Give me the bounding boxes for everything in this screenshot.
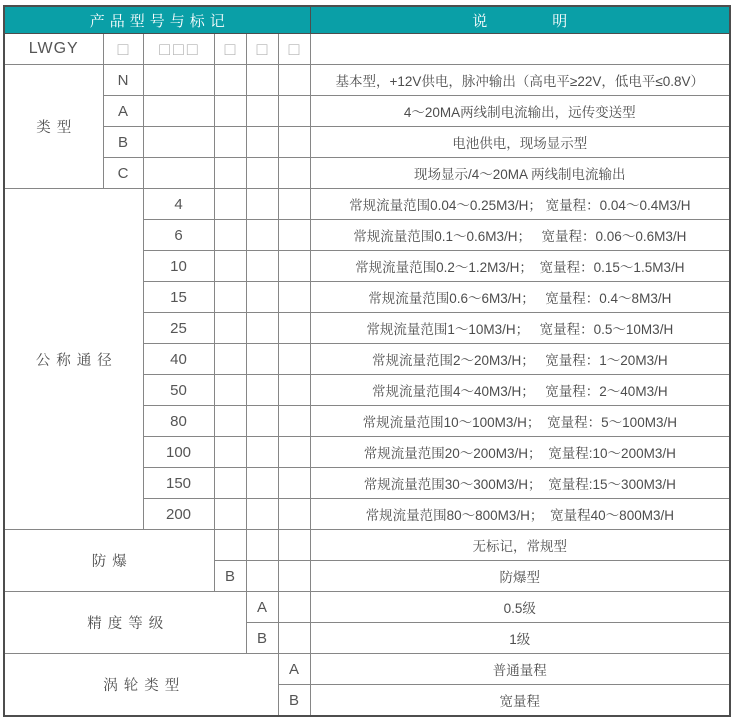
type-code: N (103, 65, 143, 96)
diameter-code: 50 (143, 375, 214, 406)
empty-cell (278, 375, 310, 406)
diameter-desc: 常规流量范围80～800M3/H； 宽量程40～800M3/H (310, 499, 730, 530)
accuracy-desc: 0.5级 (310, 592, 730, 623)
empty-cell (246, 65, 278, 96)
empty-cell (214, 468, 246, 499)
empty-cell (278, 561, 310, 592)
type-code: A (103, 96, 143, 127)
empty-cell (214, 189, 246, 220)
table-row-turbine-a (4, 654, 730, 685)
turbine-desc: 宽量程 (310, 685, 730, 717)
empty-cell (214, 344, 246, 375)
empty-cell (214, 437, 246, 468)
empty-cell (246, 158, 278, 189)
type-desc: 基本型，+12V供电，脉冲输出（高电平≥22V，低电平≤0.8V） (310, 65, 730, 96)
table-row-type-c (4, 158, 730, 189)
checkbox-placeholder-icon: □ (278, 34, 310, 65)
empty-cell (214, 158, 246, 189)
empty-cell (278, 251, 310, 282)
diameter-code: 4 (143, 189, 214, 220)
empty-cell (278, 623, 310, 654)
empty-cell (278, 189, 310, 220)
explosion-code (214, 530, 246, 561)
diameter-desc: 常规流量范围0.6～6M3/H； 宽量程：0.4～8M3/H (310, 282, 730, 313)
empty-cell (246, 127, 278, 158)
type-code: B (103, 127, 143, 158)
model-code-row (4, 34, 730, 65)
diameter-desc: 常规流量范围20～200M3/H； 宽量程:10～200M3/H (310, 437, 730, 468)
empty-cell (278, 406, 310, 437)
empty-cell (278, 437, 310, 468)
diameter-code: 25 (143, 313, 214, 344)
empty-cell (278, 65, 310, 96)
diameter-code: 100 (143, 437, 214, 468)
diameter-code: 200 (143, 499, 214, 530)
table-row-type-a (4, 96, 730, 127)
empty-cell (214, 127, 246, 158)
explosion-code: B (214, 561, 246, 592)
diameter-desc: 常规流量范围30～300M3/H； 宽量程:15～300M3/H (310, 468, 730, 499)
group-label-turbine: 涡轮类型 (4, 654, 278, 717)
accuracy-code: B (246, 623, 278, 654)
type-desc: 现场显示/4～20MA 两线制电流输出 (310, 158, 730, 189)
empty-cell (278, 313, 310, 344)
diameter-code: 80 (143, 406, 214, 437)
empty-cell (278, 468, 310, 499)
empty-cell (278, 96, 310, 127)
empty-cell (278, 220, 310, 251)
type-code: C (103, 158, 143, 189)
empty-cell (246, 406, 278, 437)
group-label-accuracy: 精度等级 (4, 592, 246, 654)
empty-cell (214, 282, 246, 313)
empty-cell (214, 375, 246, 406)
empty-cell (214, 251, 246, 282)
empty-cell (214, 313, 246, 344)
checkbox-placeholder-icon: □ (214, 34, 246, 65)
empty-cell (143, 158, 214, 189)
empty-cell (278, 282, 310, 313)
table-header-row (4, 6, 730, 34)
empty-cell (278, 592, 310, 623)
group-label-explosion: 防爆 (4, 530, 214, 592)
diameter-desc: 常规流量范围4～40M3/H； 宽量程：2～40M3/H (310, 375, 730, 406)
turbine-code: B (278, 685, 310, 717)
table-row-type-n (4, 65, 730, 96)
accuracy-code: A (246, 592, 278, 623)
diameter-code: 6 (143, 220, 214, 251)
empty-cell (246, 530, 278, 561)
diameter-code: 150 (143, 468, 214, 499)
header-desc-label: 说 明 (310, 6, 730, 34)
diameter-desc: 常规流量范围0.2～1.2M3/H； 宽量程：0.15～1.5M3/H (310, 251, 730, 282)
checkbox-placeholder-icon: □□□ (143, 34, 214, 65)
empty-cell (246, 375, 278, 406)
accuracy-desc: 1级 (310, 623, 730, 654)
empty-cell (246, 499, 278, 530)
checkbox-placeholder-icon: □ (246, 34, 278, 65)
empty-cell (214, 96, 246, 127)
diameter-code: 40 (143, 344, 214, 375)
empty-cell (143, 96, 214, 127)
model-spec-table (3, 5, 731, 717)
turbine-desc: 普通量程 (310, 654, 730, 685)
model-spec-table-wrap (3, 5, 731, 717)
table-row-explosion-standard (4, 530, 730, 561)
empty-cell (246, 561, 278, 592)
diameter-desc: 常规流量范围2～20M3/H； 宽量程：1～20M3/H (310, 344, 730, 375)
diameter-desc: 常规流量范围10～100M3/H； 宽量程：5～100M3/H (310, 406, 730, 437)
type-desc: 电池供电，现场显示型 (310, 127, 730, 158)
empty-cell (214, 65, 246, 96)
empty-cell (143, 65, 214, 96)
empty-cell (278, 499, 310, 530)
empty-cell (214, 499, 246, 530)
model-name: LWGY (4, 34, 103, 65)
empty-cell (278, 344, 310, 375)
explosion-desc: 防爆型 (310, 561, 730, 592)
empty-cell (246, 96, 278, 127)
explosion-desc: 无标记，常规型 (310, 530, 730, 561)
table-row-accuracy-a (4, 592, 730, 623)
diameter-code: 10 (143, 251, 214, 282)
checkbox-placeholder-icon: □ (103, 34, 143, 65)
diameter-desc: 常规流量范围0.1～0.6M3/H； 宽量程：0.06～0.6M3/H (310, 220, 730, 251)
diameter-code: 15 (143, 282, 214, 313)
empty-cell (214, 406, 246, 437)
table-row-dn4 (4, 189, 730, 220)
empty-cell (246, 189, 278, 220)
empty-cell (143, 127, 214, 158)
header-product-label: 产品型号与标记 (4, 6, 310, 34)
empty-cell (214, 220, 246, 251)
group-label-diameter: 公称通径 (4, 189, 143, 530)
empty-cell (246, 437, 278, 468)
table-row-type-b (4, 127, 730, 158)
empty-cell (246, 344, 278, 375)
empty-cell (310, 34, 730, 65)
type-desc: 4～20MA两线制电流输出，远传变送型 (310, 96, 730, 127)
empty-cell (278, 127, 310, 158)
empty-cell (278, 530, 310, 561)
group-label-type: 类型 (4, 65, 103, 189)
empty-cell (246, 251, 278, 282)
empty-cell (278, 158, 310, 189)
empty-cell (246, 282, 278, 313)
empty-cell (246, 220, 278, 251)
diameter-desc: 常规流量范围1～10M3/H； 宽量程：0.5～10M3/H (310, 313, 730, 344)
empty-cell (246, 468, 278, 499)
diameter-desc: 常规流量范围0.04～0.25M3/H； 宽量程：0.04～0.4M3/H (310, 189, 730, 220)
turbine-code: A (278, 654, 310, 685)
empty-cell (246, 313, 278, 344)
